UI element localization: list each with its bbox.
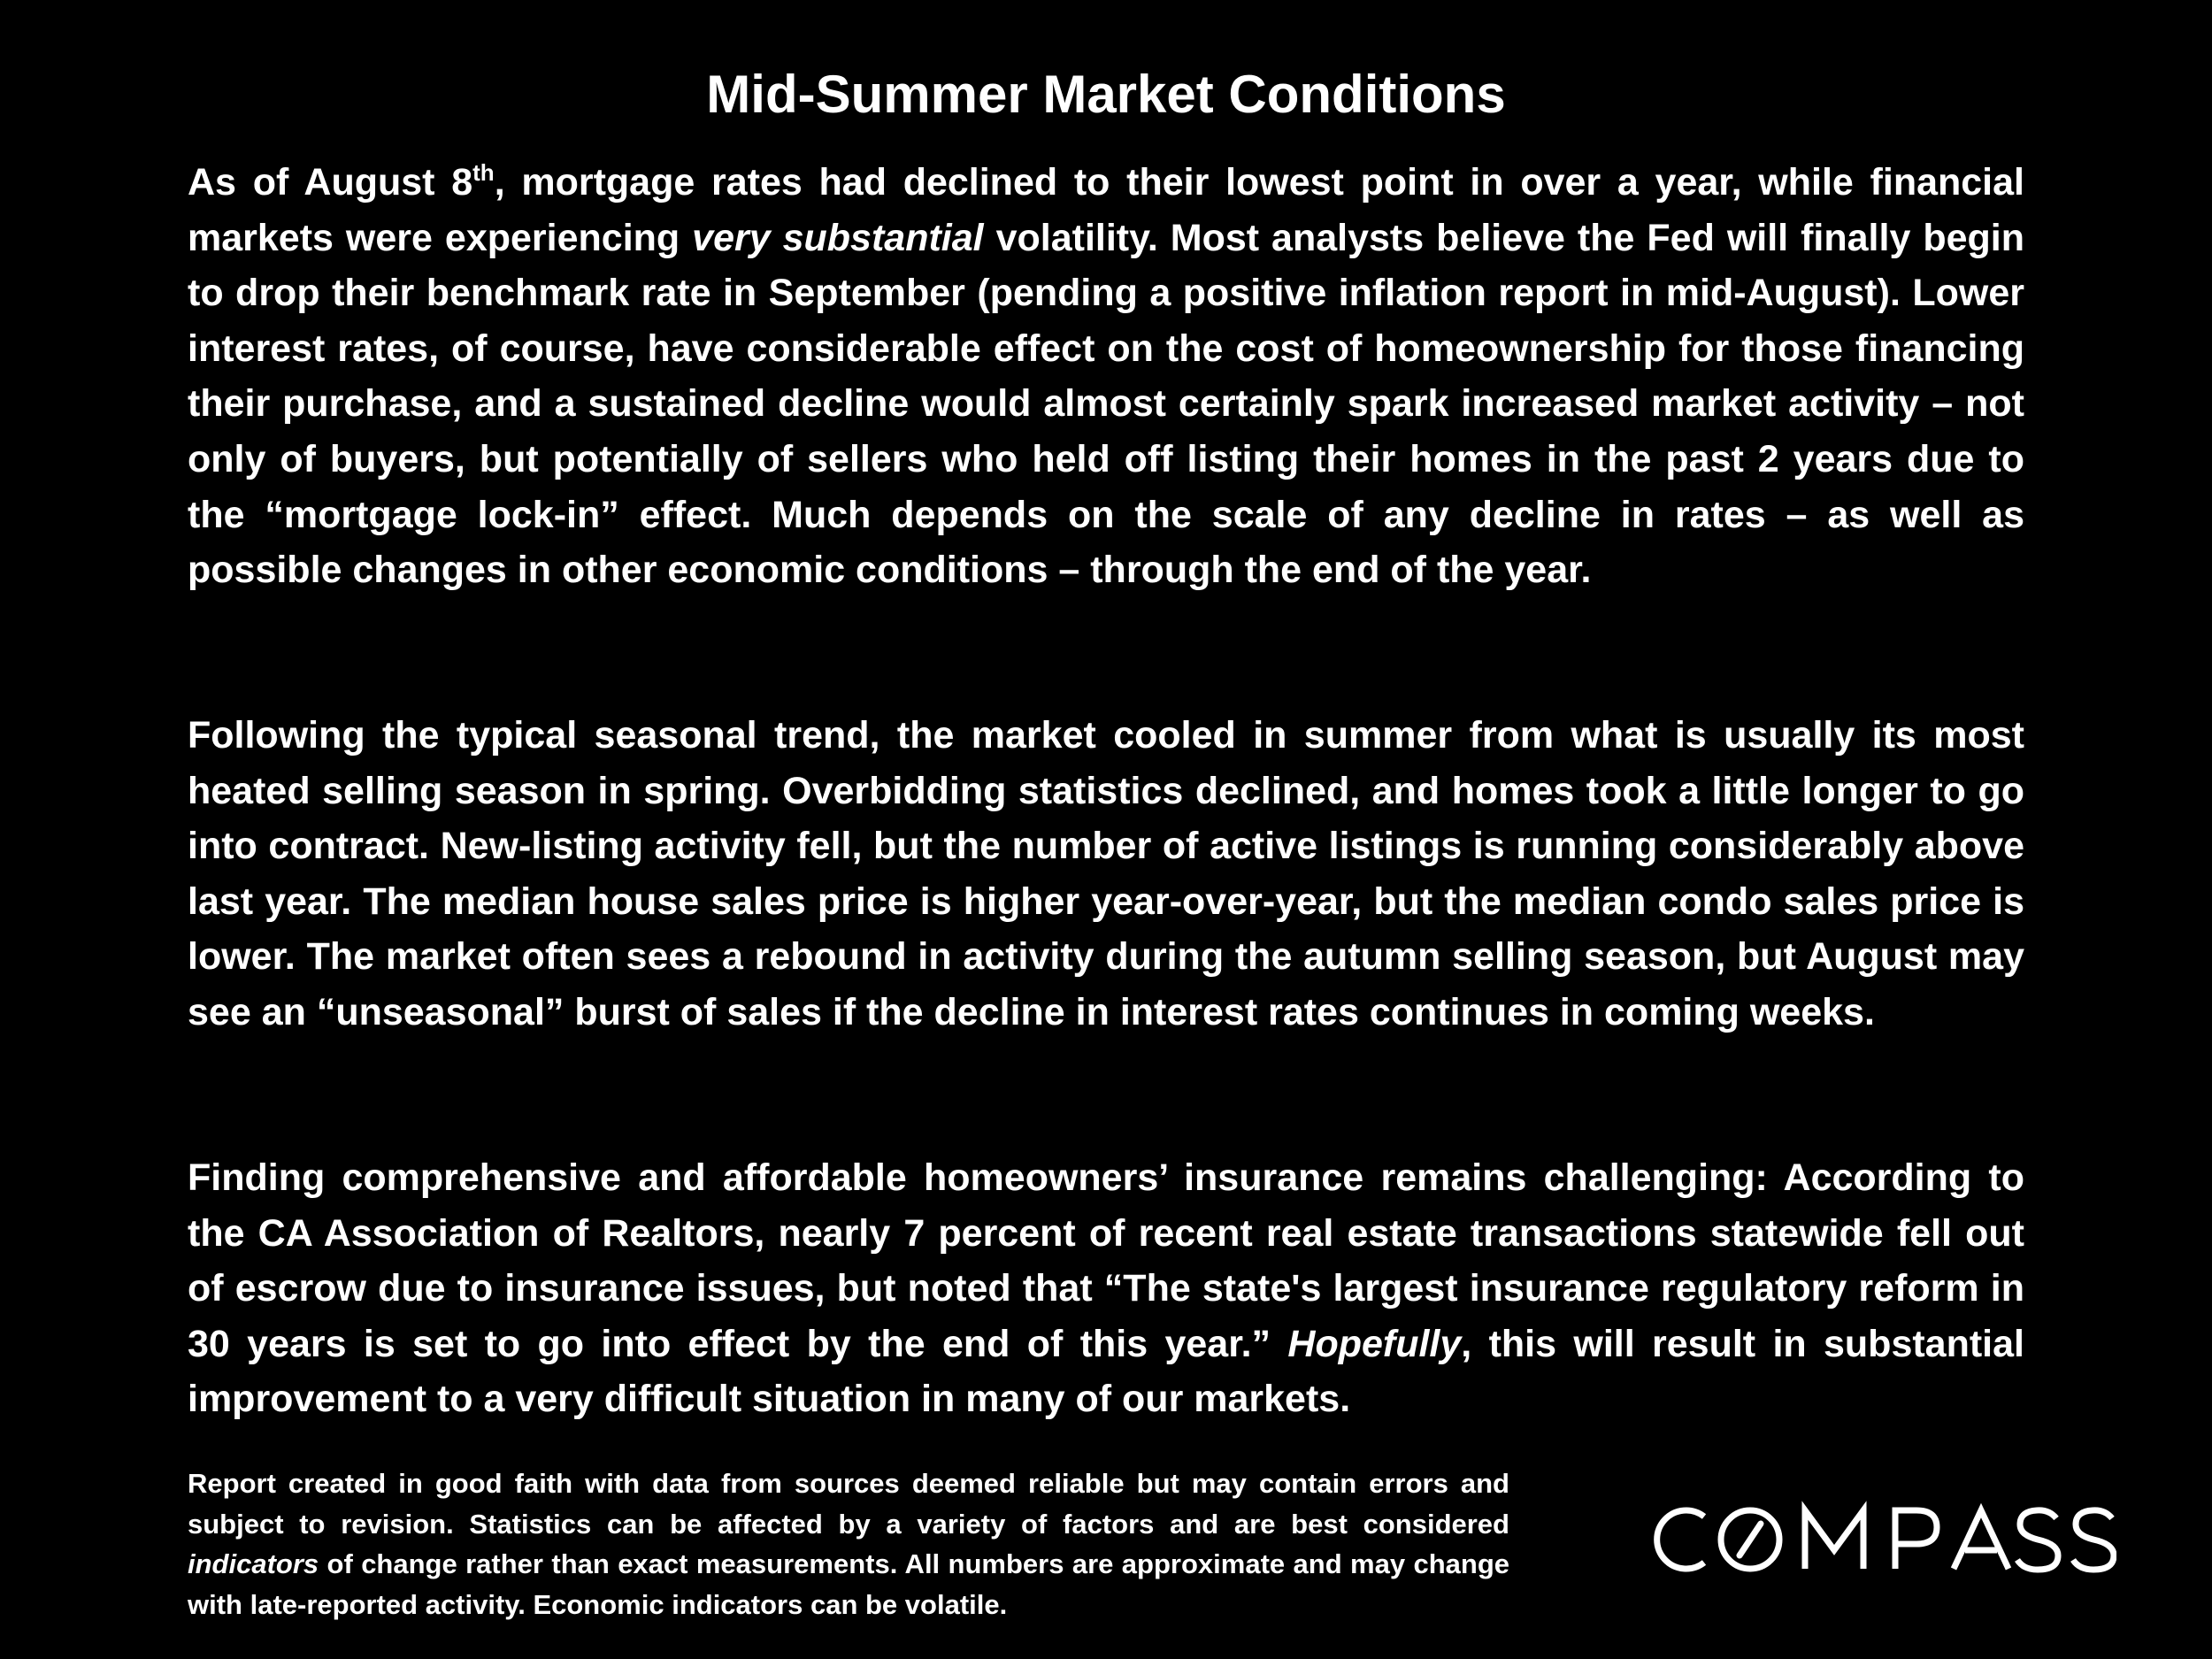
disclaimer (188, 1463, 1509, 1624)
compass-logo-icon (1647, 1499, 2116, 1580)
page-title: Mid-Summer Market Conditions (706, 65, 1506, 124)
p3-text-end: , this will result in substantial improvement to a very difficult situation in many of our markets. (188, 1322, 2024, 1421)
paragraph-mortgage-rates (188, 155, 2024, 598)
paragraph-seasonal-trend: Following the typical seasonal trend, the market cooled in summer from what is usually its most heated selling season in spring. Overbidding statistics declined, and homes took a little longer to go into contract. New-listing activity fell, but the number of active listings is running considerably above last year. The median house sales price is higher year-over-year, but the median condo sales price is lower. The market often sees a rebound in activity during the autumn selling season, but August may see an “unseasonal” burst of sales if the decline in interest rates continues in coming weeks. (188, 714, 2024, 1033)
p1-superscript: th (472, 159, 495, 186)
p3-emphasis: Hopefully (1287, 1322, 1462, 1365)
p1-text-start: As of August 8 (188, 161, 473, 204)
disclaimer-emphasis: indicators (188, 1548, 319, 1579)
paragraph-insurance (188, 1150, 2024, 1427)
p3-text-start: Finding comprehensive and affordable homeowners’ insurance remains challenging: According to the CA Association of Realtors, nearly 7 percent of recent real estate transactions statewide fell out of escrow due to insurance issues, but noted that “The state's largest insurance regulatory reform in 30 years is set to go into effect by the end of this year.” (188, 1156, 2024, 1365)
p1-emphasis: very substantial (692, 216, 984, 259)
disclaimer-text-start: Report created in good faith with data from sources deemed reliable but may contain errors and subject to revision. Statistics can be affected by a variety of factors and are best considered (188, 1468, 1509, 1540)
disclaimer-text-end: of change rather than exact measurements. All numbers are approximate and may change with late-reported activity. Economic indicators can be volatile. (188, 1548, 1509, 1620)
p1-text-middle: , mortgage rates had declined to their lowest point in over a year, while financial markets were experiencing (188, 161, 2024, 259)
p1-text-end: volatility. Most analysts believe the Fed will finally begin to drop their benchmark rate in September (pending a positive inflation report in mid-August). Lower interest rates, of course, have considerable effect on the cost of homeownership for those financing their purchase, and a sustained decline would almost certainly spark increased market activity – not only of buyers, but potentially of sellers who held off listing their homes in the past 2 years due to the “mortgage lock-in” effect. Much depends on the scale of any decline in rates – as well as possible changes in other economic conditions – through the end of the year. (188, 216, 2024, 592)
